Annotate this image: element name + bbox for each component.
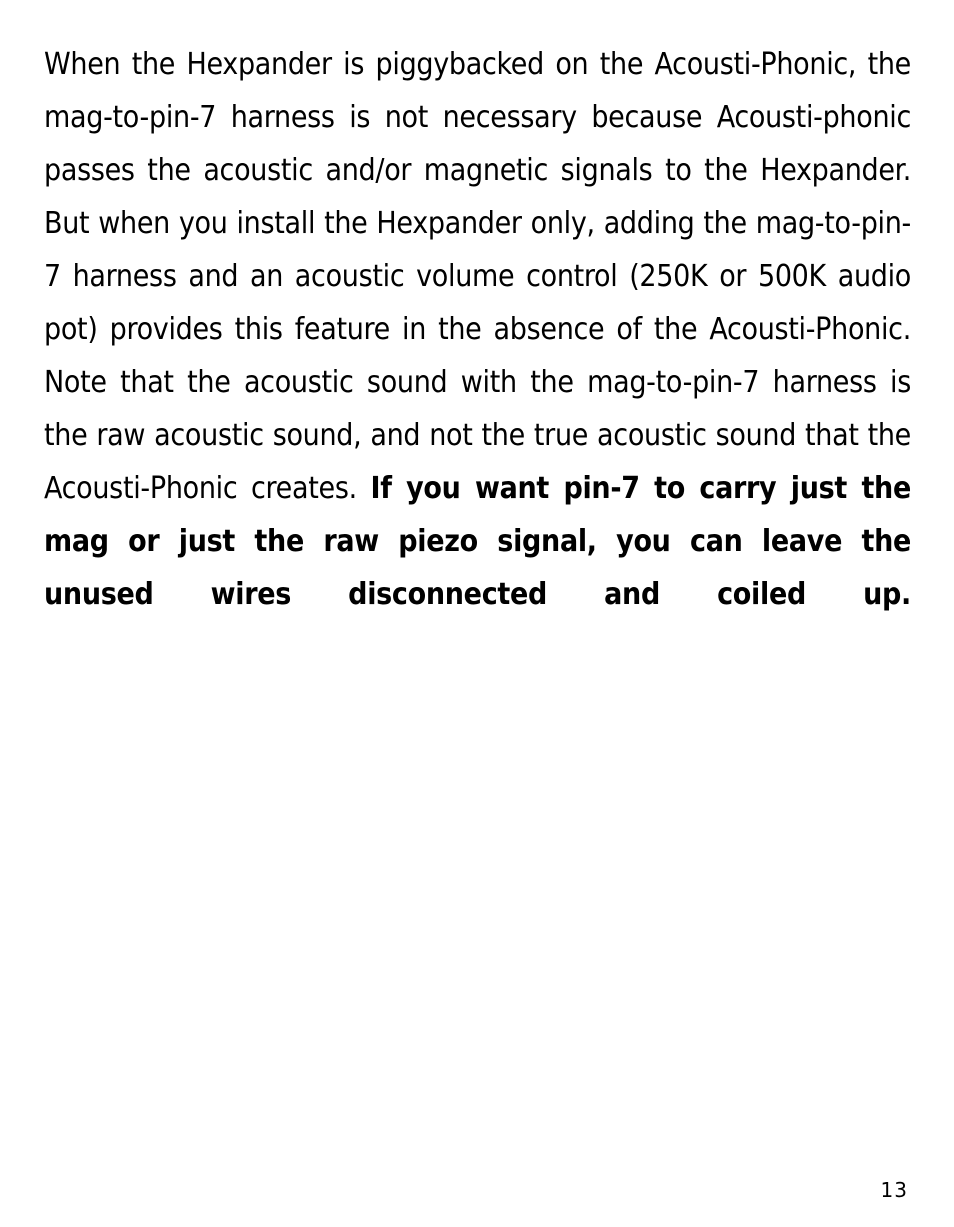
body-text-emphasis: If you want pin-7 to carry just the mag or just the raw piezo signal, you can leave the unused wires disconnected and coiled up.	[44, 471, 911, 612]
body-text: When the Hexpander is piggybacked on the Acousti-Phonic, the mag-to-pin-7 harness is not necessary because Acousti-phonic passes the acoustic and/or magnetic signals to the Hexpander. But when you install the Hexpander only, adding the mag-to-pin-7 harness and an acoustic volume control (250K or 500K audio pot) provides this feature in the absence of the Acousti-Phonic. Note that the acoustic sound with the mag-to-pin-7 harness is the raw acoustic sound, and not the true acoustic sound that the Acousti-Phonic creates.	[44, 47, 911, 506]
body-paragraph	[44, 38, 911, 621]
page-content	[44, 38, 911, 621]
page-number: 13	[880, 1178, 908, 1202]
